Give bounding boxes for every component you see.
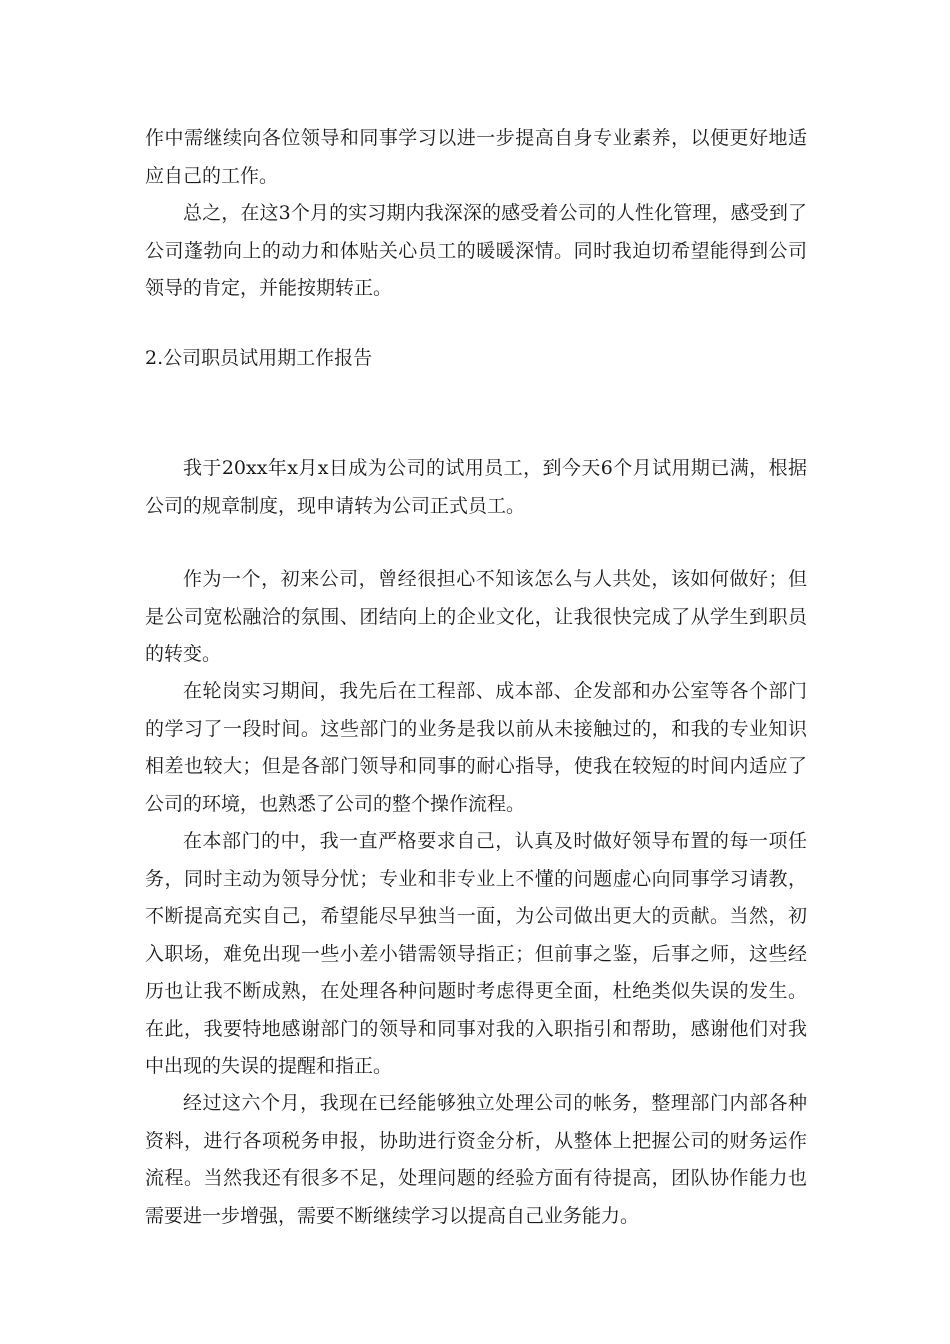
- paragraph-rotation: 在轮岗实习期间，我先后在工程部、成本部、企发部和办公室等各个部门的学习了一段时间。这些部门的业务是我以前从未接触过的，和我的专业知识相差也较大；但是各部门领导和同事的耐心指导，使我在较短的时间内适应了公司的环境，也熟悉了公司的整个操作流程。: [145, 680, 807, 815]
- paragraph-summary: 经过这六个月，我现在已经能够独立处理公司的帐务，整理部门内部各种资料，进行各项税务申报，协助进行资金分析，从整体上把握公司的财务运作流程。当然我还有很多不足，处理问题的经验方面有待提高，团队协作能力也需要进一步增强，需要不断继续学习以提高自己业务能力。: [145, 1092, 807, 1227]
- section-heading: 2.公司职员试用期工作报告: [145, 347, 373, 369]
- paragraph-conclusion: 总之，在这3个月的实习期内我深深的感受着公司的人性化管理，感受到了公司蓬勃向上的动力和体贴关心员工的暖暖深情。同时我迫切希望能得到公司领导的肯定，并能按期转正。: [145, 202, 807, 299]
- paragraph-continuation: 作中需继续向各位领导和同事学习以进一步提高自身专业素养，以便更好地适应自己的工作。: [145, 127, 807, 187]
- paragraph-intro: 我于20xx年x月x日成为公司的试用员工，到今天6个月试用期已满，根据公司的规章制度，现申请转为公司正式员工。: [145, 457, 807, 517]
- paragraph-adaptation: 作为一个，初来公司，曾经很担心不知该怎么与人共处，该如何做好；但是公司宽松融洽的氛围、团结向上的企业文化，让我很快完成了从学生到职员的转变。: [145, 568, 807, 665]
- paragraph-department-work: 在本部门的中，我一直严格要求自己，认真及时做好领导布置的每一项任务，同时主动为领导分忧；专业和非专业上不懂的问题虚心向同事学习请教，不断提高充实自己，希望能尽早独当一面，为公司做出更大的贡献。当然，初入职场，难免出现一些小差小错需领导指正；但前事之鉴，后事之师，这些经历也让我不断成熟，在处理各种问题时考虑得更全面，杜绝类似失误的发生。在此，我要特地感谢部门的领导和同事对我的入职指引和帮助，感谢他们对我中出现的失误的提醒和指正。: [145, 830, 807, 1077]
